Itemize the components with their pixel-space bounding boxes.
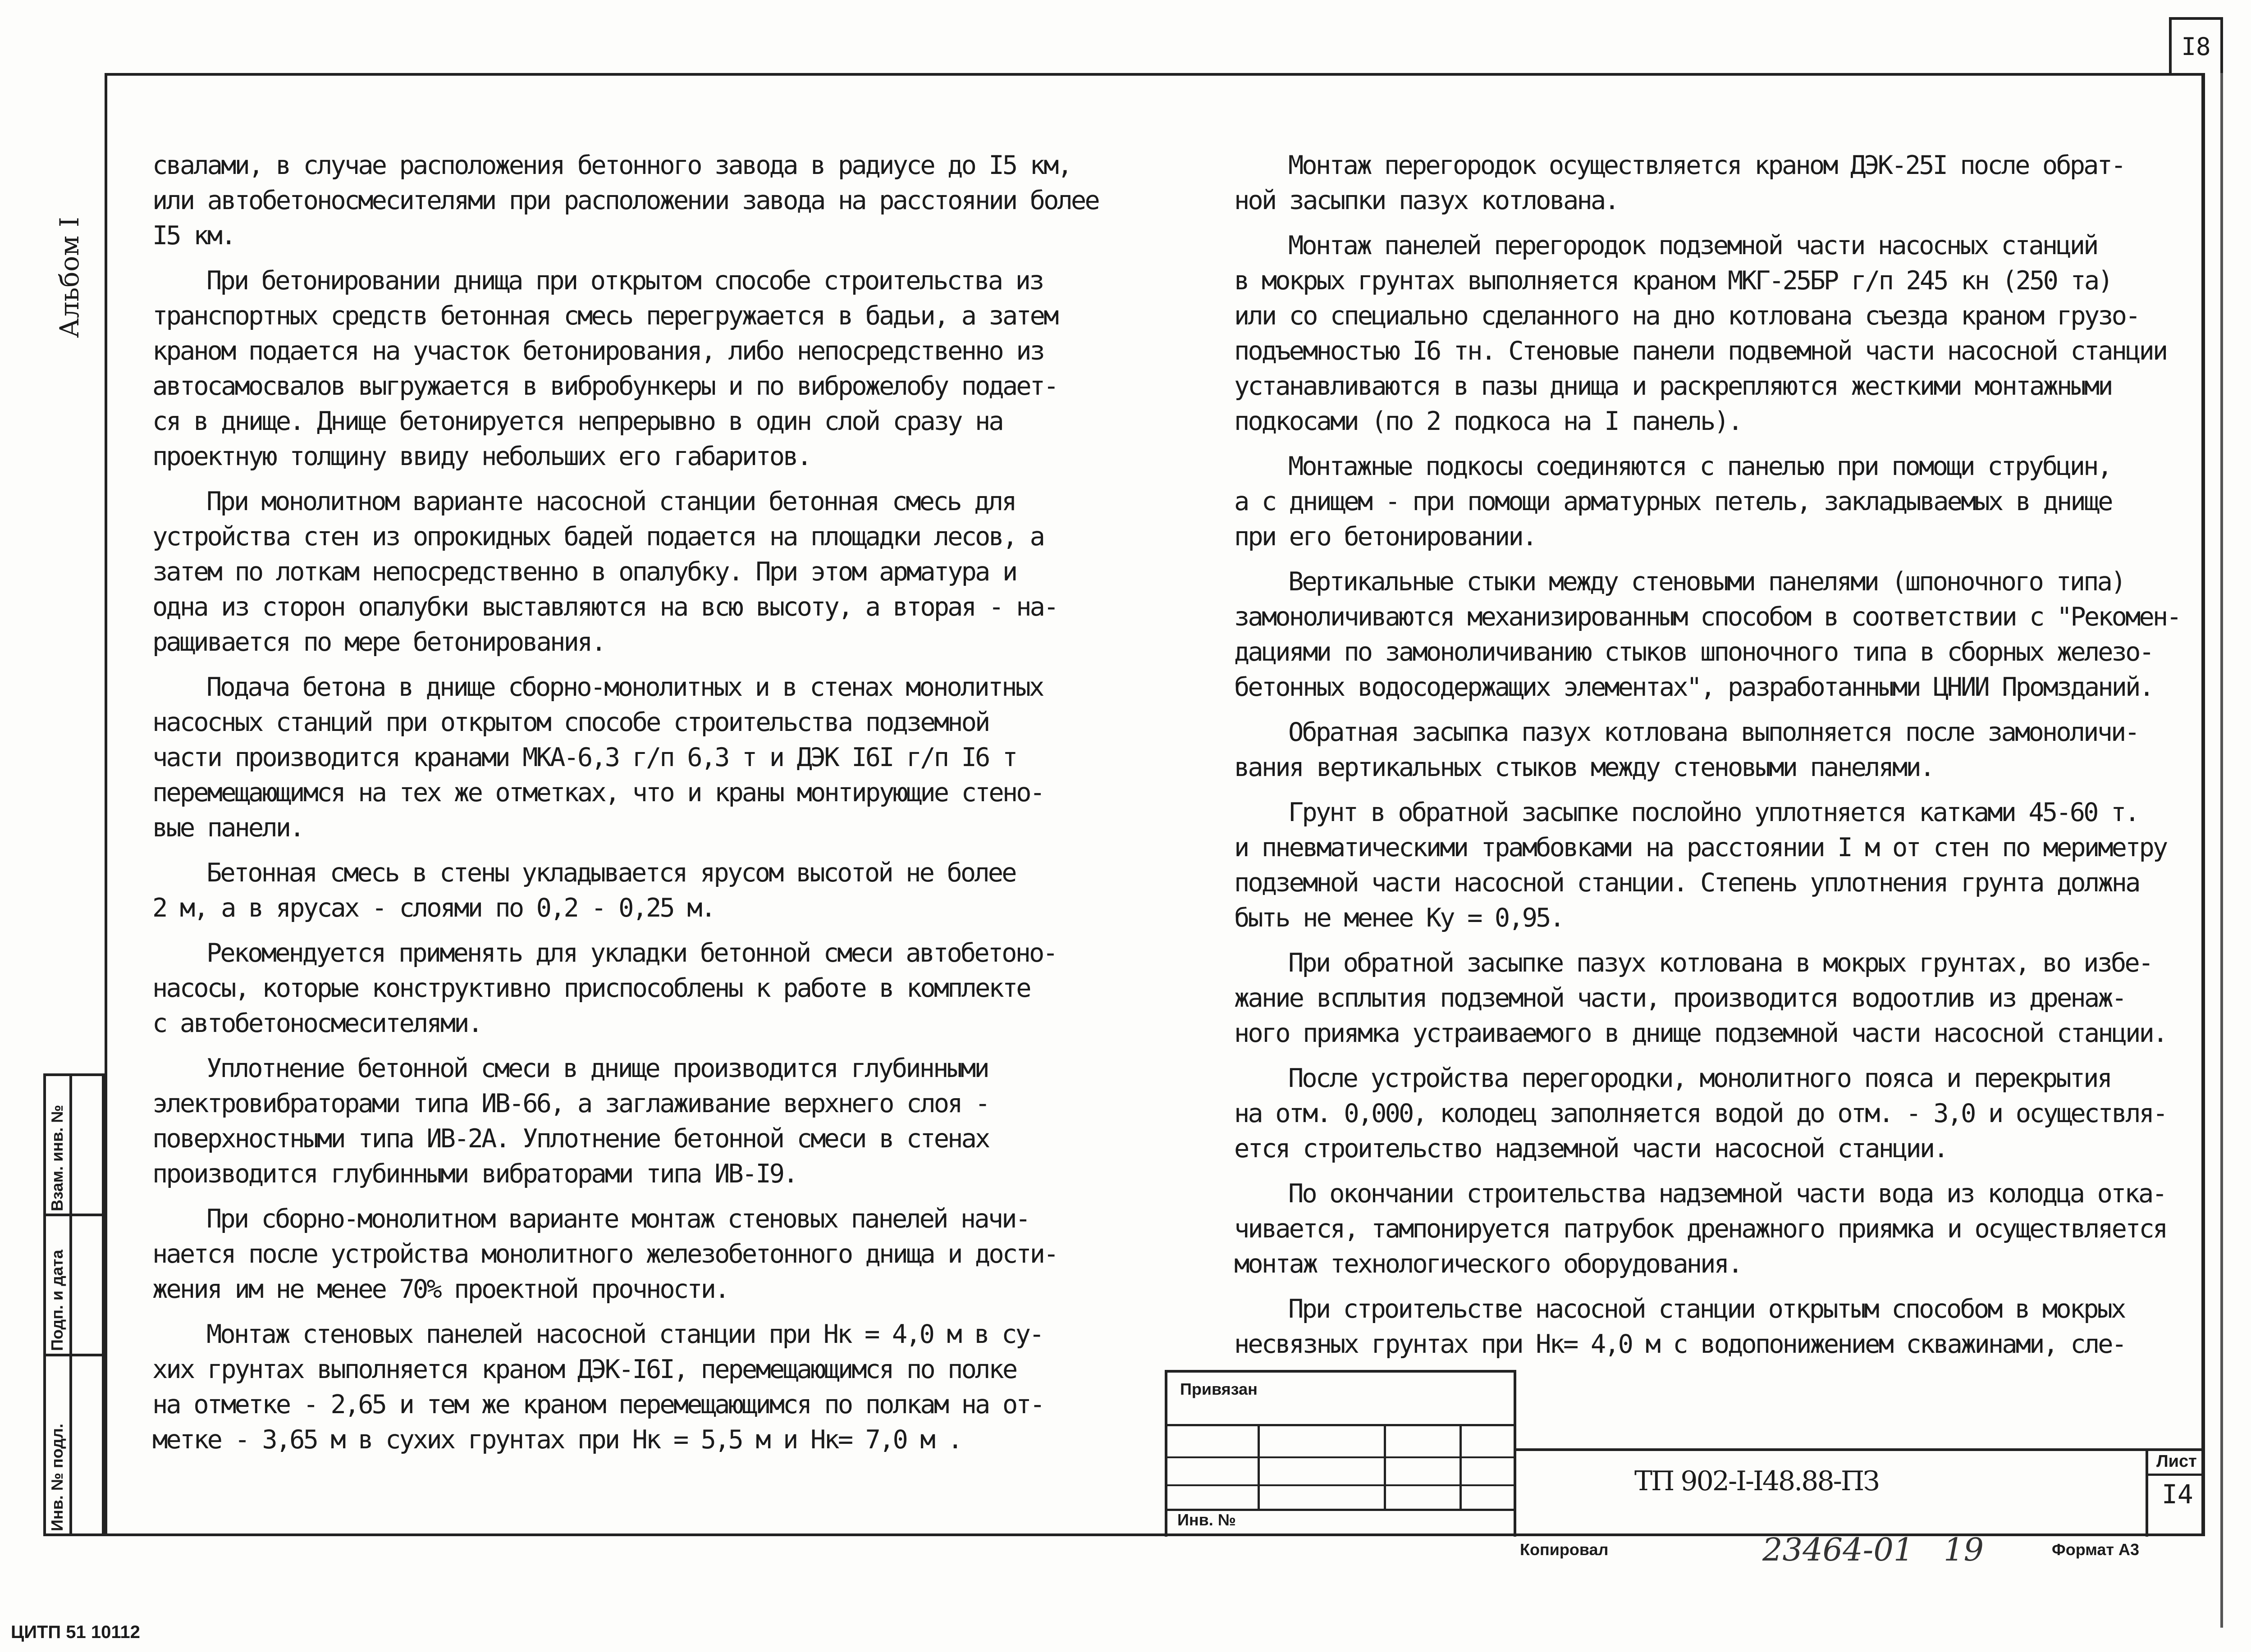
inv-no-label: Инв. № <box>1177 1511 1236 1529</box>
text-line: а с днищем - при помощи арматурных петель, закладываемых в днище <box>1234 487 2112 516</box>
text-line: устройства стен из опрокидных бадей подается на площадки лесов, а <box>152 522 1044 552</box>
text-line: метке - 3,65 м в сухих грунтах при Нк = 5,5 м и Нк= 7,0 м . <box>152 1425 961 1455</box>
text-line: проектную толщину ввиду небольших его габаритов. <box>152 442 811 471</box>
text-line: поверхностными типа ИВ-2А. Уплотнение бетонной смеси в стенах <box>152 1124 989 1154</box>
text-line: перемещающимся на тех же отметках, что и краны монтирующие стено- <box>152 778 1044 808</box>
sheet-number: I8 <box>2169 17 2223 73</box>
handwritten-page: 19 <box>1944 1531 1984 1568</box>
text-line: вые панели. <box>152 813 303 843</box>
text-line: ной засыпки пазух котлована. <box>1234 186 1618 215</box>
paragraph <box>1234 715 2180 785</box>
footer-code: ЦИТП 51 10112 <box>11 1622 140 1642</box>
list-label-divider <box>2146 1474 2205 1476</box>
album-label: Альбом I <box>54 217 85 338</box>
right-text-column <box>1234 148 2180 1372</box>
text-line: При строительстве насосной станции открытым способом в мокрых <box>1288 1294 2125 1324</box>
text-line: несвязных грунтах при Нк= 4,0 м с водопонижением скважинами, сле- <box>1234 1329 2126 1359</box>
inv-podl-label: Инв. № подл. <box>48 1424 66 1531</box>
text-line: подкосами (по 2 подкоса на I панель). <box>1234 406 1742 436</box>
paragraph <box>1234 564 2180 705</box>
vzam-inv-label: Взам. инв. № <box>48 1104 66 1211</box>
text-line: нается после устройства монолитного железобетонного днища и дости- <box>152 1239 1057 1269</box>
text-line: устанавливаются в пазы днища и раскрепляются жесткими монтажными <box>1234 371 2112 401</box>
text-line: Монтаж перегородок осуществляется краном ДЭК-25I после обрат- <box>1288 151 2125 180</box>
paragraph <box>1234 1061 2180 1166</box>
text-line: хих грунтах выполняется краном ДЭК-I6I, перемещающимся по полке <box>152 1355 1016 1384</box>
text-line: ного приямка устраиваемого в днище подземной части насосной станции. <box>1234 1018 2167 1048</box>
paragraph <box>152 484 1098 660</box>
text-line: Монтажные подкосы соединяются с панелью при помощи струбцин, <box>1288 452 2111 481</box>
text-line: при его бетонировании. <box>1234 522 1536 552</box>
text-line: Уплотнение бетонной смеси в днище производится глубинными <box>206 1054 988 1083</box>
text-line: вания вертикальных стыков между стеновыми панелями. <box>1234 753 1934 782</box>
text-line: подземной части насосной станции. Степень уплотнения грунта должна <box>1234 868 2139 898</box>
text-line: электровибраторами типа ИВ-66, а заглаживание верхнего слоя - <box>152 1089 989 1118</box>
text-line: 2 м, а в ярусах - слоями по 0,2 - 0,25 м. <box>152 893 715 923</box>
text-line: I5 км. <box>152 221 235 251</box>
paragraph <box>1234 1291 2180 1362</box>
text-line: подъемностью I6 тн. Стеновые панели подвемной части насосной станции <box>1234 336 2167 366</box>
paragraph <box>1234 795 2180 936</box>
list-divider <box>2146 1448 2148 1537</box>
text-line: бетонных водосодержащих элементах", разработанными ЦНИИ Промзданий. <box>1234 672 2153 702</box>
text-line: При монолитном варианте насосной станции бетонная смесь для <box>206 487 1016 516</box>
text-line: ся в днище. Днище бетонируется непрерывно в один слой сразу на <box>152 406 1002 436</box>
left-text-column <box>152 148 1098 1467</box>
text-line: При сборно-монолитном варианте монтаж стеновых панелей начи- <box>206 1204 1029 1234</box>
handwritten-number: 23464-01 <box>1762 1531 1914 1568</box>
text-line: Монтаж стеновых панелей насосной станции при Нк = 4,0 м в су- <box>206 1319 1043 1349</box>
frame-edge <box>2220 72 2223 1628</box>
text-line: Рекомендуется применять для укладки бетонной смеси автобетоно- <box>206 938 1057 968</box>
text-line: ращивается по мере бетонирования. <box>152 627 605 657</box>
text-line: ется строительство надземной части насосной станции. <box>1234 1134 1947 1164</box>
format-label: Формат А3 <box>2052 1540 2140 1559</box>
text-line: Вертикальные стыки между стеновыми панелями (шпоночного типа) <box>1288 567 2125 597</box>
list-label: Лист <box>2156 1452 2197 1471</box>
text-line: После устройства перегородки, монолитного пояса и перекрытия <box>1288 1063 2111 1093</box>
document-designation: ТП 902-I-I48.88-ПЗ <box>1634 1465 1879 1497</box>
text-line: жения им не менее 70% проектной прочности. <box>152 1274 728 1304</box>
paragraph <box>152 263 1098 474</box>
text-line: и пневматическими трамбовками на расстоянии I м от стен по мериметру <box>1234 833 2167 863</box>
paragraph <box>1234 945 2180 1051</box>
paragraph <box>1234 228 2180 439</box>
title-row-top <box>1514 1448 2205 1451</box>
text-line: Грунт в обратной засыпке послойно уплотняется катками 45-60 т. <box>1288 798 2138 827</box>
text-line: жание всплытия подземной части, производится водоотлив из дренаж- <box>1234 983 2126 1013</box>
text-line: затем по лоткам непосредственно в опалубку. При этом арматура и <box>152 557 1016 587</box>
text-line: части производится кранами МКА-6,3 г/п 6,3 т и ДЭК I6I г/п I6 т <box>152 743 1016 772</box>
text-line: чивается, тампонируется патрубок дренажного приямка и осуществляется <box>1234 1214 2167 1244</box>
text-line: замоноличиваются механизированным способом в соответствии с "Рекомен- <box>1234 602 2180 632</box>
paragraph <box>152 855 1098 926</box>
text-line: Обратная засыпка пазух котлована выполняется после замоноличи- <box>1288 717 2138 747</box>
text-line: на отм. 0,000, колодец заполняется водой до отм. - 3,0 и осуществля- <box>1234 1099 2167 1128</box>
text-line: При обратной засыпке пазух котлована в мокрых грунтах, во избе- <box>1288 948 2152 978</box>
text-line: монтаж технологического оборудования. <box>1234 1249 1742 1279</box>
text-line: Подача бетона в днище сборно-монолитных и в стенах монолитных <box>206 672 1043 702</box>
text-line: насосных станций при открытом способе строительства подземной <box>152 707 989 737</box>
paragraph <box>1234 449 2180 554</box>
text-line: производится глубинными вибраторами типа ИВ-I9. <box>152 1159 797 1189</box>
paragraph <box>1234 148 2180 218</box>
paragraph <box>152 670 1098 845</box>
text-line: Бетонная смесь в стены укладывается ярусом высотой не более <box>206 858 1016 888</box>
paragraph <box>152 1317 1098 1457</box>
text-line: быть не менее Ку = 0,95. <box>1234 903 1564 933</box>
text-line: краном подается на участок бетонирования, либо непосредственно из <box>152 336 1044 366</box>
paragraph <box>152 936 1098 1041</box>
paragraph <box>152 148 1098 253</box>
text-line: или со специально сделанного на дно котлована съезда краном грузо- <box>1234 301 2139 331</box>
text-line: с автобетоносмесителями. <box>152 1009 482 1038</box>
text-line: в мокрых грунтах выполняется краном МКГ-25БР г/п 245 кн (250 та) <box>1234 266 2112 296</box>
text-line: насосы, которые конструктивно приспособлены к работе в комплекте <box>152 973 1030 1003</box>
paragraph <box>1234 1176 2180 1282</box>
kopiroval-label: Копировал <box>1520 1540 1609 1559</box>
podp-data-label: Подп. и дата <box>48 1250 66 1351</box>
paragraph <box>152 1051 1098 1191</box>
text-line: на отметке - 2,65 и тем же краном перемещающимся по полкам на от- <box>152 1390 1044 1419</box>
text-line: При бетонировании днища при открытом способе строительства из <box>206 266 1043 296</box>
text-line: свалами, в случае расположения бетонного завода в радиусе до I5 км, <box>152 151 1071 180</box>
text-line: или автобетоносмесителями при расположении завода на расстоянии более <box>152 186 1098 215</box>
paragraph <box>152 1201 1098 1307</box>
list-number: I4 <box>2162 1479 2193 1510</box>
text-line: Монтаж панелей перегородок подземной части насосных станций <box>1288 231 2097 260</box>
text-line: транспортных средств бетонная смесь перегружается в бадьи, а затем <box>152 301 1057 331</box>
text-line: По окончании строительства надземной части вода из колодца отка- <box>1288 1179 2166 1209</box>
privyazan-label: Привязан <box>1180 1380 1258 1398</box>
text-line: одна из сторон опалубки выставляются на всю высоту, а вторая - на- <box>152 592 1057 622</box>
text-line: дациями по замоноличиванию стыков шпоночного типа в сборных железо- <box>1234 637 2153 667</box>
text-line: автосамосвалов выгружается в вибробункеры и по виброжелобу подает- <box>152 371 1057 401</box>
side-stamp <box>43 1073 105 1536</box>
